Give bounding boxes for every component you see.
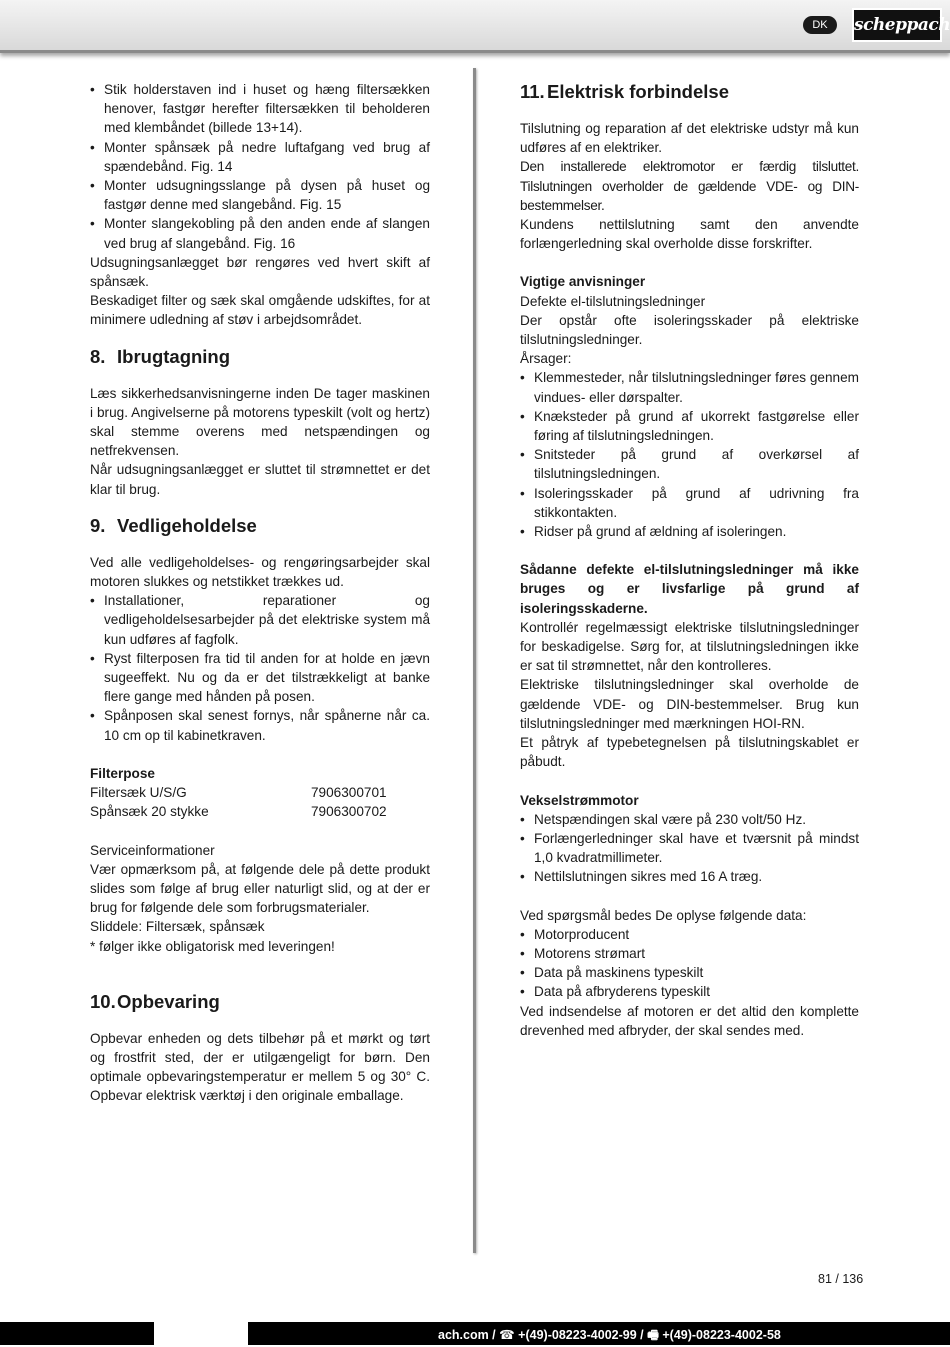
list-item: • Isoleringsskader på grund af udrivning fra stikkontakten. [520,484,859,522]
footer-bar [0,1322,950,1345]
paragraph: * følger ikke obligatorisk med leveringen! [90,938,335,954]
section-number: 9. [90,514,106,536]
assembly-steps-list [90,80,430,253]
list-item: • Ryst filterposen fra tid til anden for at holde en jævn sugeeffekt. Nu og da er det tilstrækkeligt at banke flere gange med hånden på posen. [90,649,430,707]
right-column [520,80,859,1040]
list-item: • Motorens strømart [520,944,859,963]
subheading-filterpose: Filterpose [90,765,155,781]
paragraph: Sliddele: Filtersæk, spånsæk [90,919,265,935]
list-item: • Monter udsugningsslange på dysen på huset og fastgør denne med slangebånd. Fig. 15 [90,176,430,214]
list-item: • Nettilslutningen sikres med 16 A træg. [520,867,859,886]
paragraph: Defekte el-tilslutningsledninger [520,293,706,309]
paragraph: Kontrollér regelmæssigt elektriske tilslutningsledninger for beskadigelse. Sørg for, at tilslutningsledningen ikke er sat til strømnettet, når den kontrolleres. [520,619,859,674]
paragraph: Opbevar enheden og dets tilbehør på et mørkt og tørt og frostfrit sted, der er utilgængeligt for børn. Den optimale opbevaringstemperatur er mellem 5 og 30° C. Opbevar elektrisk værktøj i den originale emballage. [90,1030,430,1104]
data-list [520,925,859,1002]
section-title: Elektrisk forbindelse [547,81,729,102]
section-title: Vedligeholdelse [117,514,257,536]
section-title: Ibrugtagning [117,345,231,367]
paragraph: Tilslutning og reparation af det elektriske udstyr må kun udføres af en elektriker. [520,121,859,156]
paragraph: Ved indsendelse af motoren er det altid den komplette drevenhed med afbryder, der skal sendes med. [520,1003,859,1038]
paragraph: Udsugningsanlægget bør rengøres ved hvert skift af spånsæk. [90,254,430,290]
subheading-vekselstroem: Vekselstrømmotor [520,792,639,808]
list-item: • Knæksteder på grund af ukorrekt fastgørelse eller føring af tilslutningsledningen. [520,407,859,445]
maintenance-list [90,591,430,745]
paragraph: Vær opmærksom på, at følgende dele på dette produkt slides som følge af brug eller naturligt slid, og at der er brug for følgende dele som forbrugsmaterialer. [90,861,430,916]
paragraph: Den installerede elektromotor er færdig tilsluttet. Tilslutningen overholder de gældende VDE- og DIN-bestemmelser. [520,159,859,213]
paragraph: Beskadiget filter og sæk skal omgående udskiftes, for at minimere udledning af støv i arbejdsområdet. [90,293,430,328]
warning-text: Sådanne defekte el-tilslutningsledninger må ikke bruges og er livsfarlige på grund af isoleringsskaderne. [520,562,859,616]
page-number: 81 / 136 [818,1272,864,1286]
header-bar [0,0,950,53]
section-number: 8. [90,345,106,367]
list-item: • Stik holderstaven ind i huset og hæng filtersækken henover, fastgør herefter filtersækken til beholderen med klembåndet (billede 13+14). [90,80,430,138]
paragraph: Et påtryk af typebetegnelsen på tilslutningskablet er påbudt. [520,735,859,770]
paragraph: Der opstår ofte isoleringsskader på elektriske tilslutningsledninger. [520,312,859,348]
section-heading-9 [90,514,430,538]
section-heading-10 [90,990,430,1014]
list-item: • Data på afbryderens typeskilt [520,982,859,1001]
paragraph: Ved spørgsmål bedes De oplyse følgende data: [520,907,807,923]
paragraph: Årsager: [520,351,572,367]
footer-white-block [154,1322,248,1345]
part-label: Spånsæk 20 stykke [90,804,209,820]
part-number: 7906300701 [311,785,387,801]
list-item: • Monter spånsæk på nedre luftafgang ved brug af spændebånd. Fig. 14 [90,138,430,176]
list-item: • Forlængerledninger skal have et tværsnit på mindst 1,0 kvadratmillimeter. [520,829,859,867]
list-item: • Ridser på grund af ældning af isoleringen. [520,522,859,541]
part-number: 7906300702 [311,804,387,820]
section-heading-11 [520,80,859,104]
causes-list [520,368,859,541]
subheading-service: Serviceinformationer [90,842,215,858]
list-item: • Netspændingen skal være på 230 volt/50 Hz. [520,810,859,829]
paragraph: Ved alle vedligeholdelses- og rengøringsarbejder skal motoren slukkes og netstikket trækkes ud. [90,554,430,590]
paragraph: Kundens nettilslutning samt den anvendte forlængerledning skal overholde disse forskrifter. [520,217,859,252]
left-column [90,80,430,1106]
paragraph: Elektriske tilslutningsledninger skal overholde de gældende VDE- og DIN-bestemmelser. Brug kun tilslutningsledninger med mærkningen HOI-RN. [520,677,859,731]
paragraph: Læs sikkerhedsanvisningerne inden De tager maskinen i brug. Angivelserne på motorens typeskilt (volt og hertz) skal stemme overens med netspændingen og netfrekvensen. [90,385,430,459]
section-number: 10. [90,990,116,1012]
parts-row [90,783,430,802]
list-item: • Spånposen skal senest fornys, når spånerne når ca. 10 cm op til kabinetkraven. [90,706,430,744]
footer-contact: ach.com / ☎ +(49)-08223-4002-99 / 🖷 +(49)-08223-4002-58 [438,1328,781,1342]
motor-list [520,810,859,887]
list-item: • Installationer, reparationer og vedligeholdelsesarbejder på det elektriske system må kun udføres af fagfolk. [90,591,430,649]
parts-row [90,802,430,821]
list-item: • Monter slangekobling på den anden ende af slangen ved brug af slangebånd. Fig. 16 [90,214,430,252]
part-label: Filtersæk U/S/G [90,785,187,801]
subheading-vigtige: Vigtige anvisninger [520,274,646,290]
language-badge: DK [803,16,837,34]
list-item: • Motorproducent [520,925,859,944]
brand-logo: scheppach [852,8,942,42]
list-item: • Data på maskinens typeskilt [520,963,859,982]
list-item: • Snitsteder på grund af overkørsel af tilslutningsledningen. [520,445,859,483]
section-title: Opbevaring [117,990,220,1012]
list-item: • Klemmesteder, når tilslutningsledninger føres gennem vindues- eller dørspalter. [520,368,859,406]
section-number: 11. [520,81,545,102]
paragraph: Når udsugningsanlægget er sluttet til strømnettet er det klar til brug. [90,462,430,497]
section-heading-8 [90,345,430,369]
column-divider [473,68,476,1253]
